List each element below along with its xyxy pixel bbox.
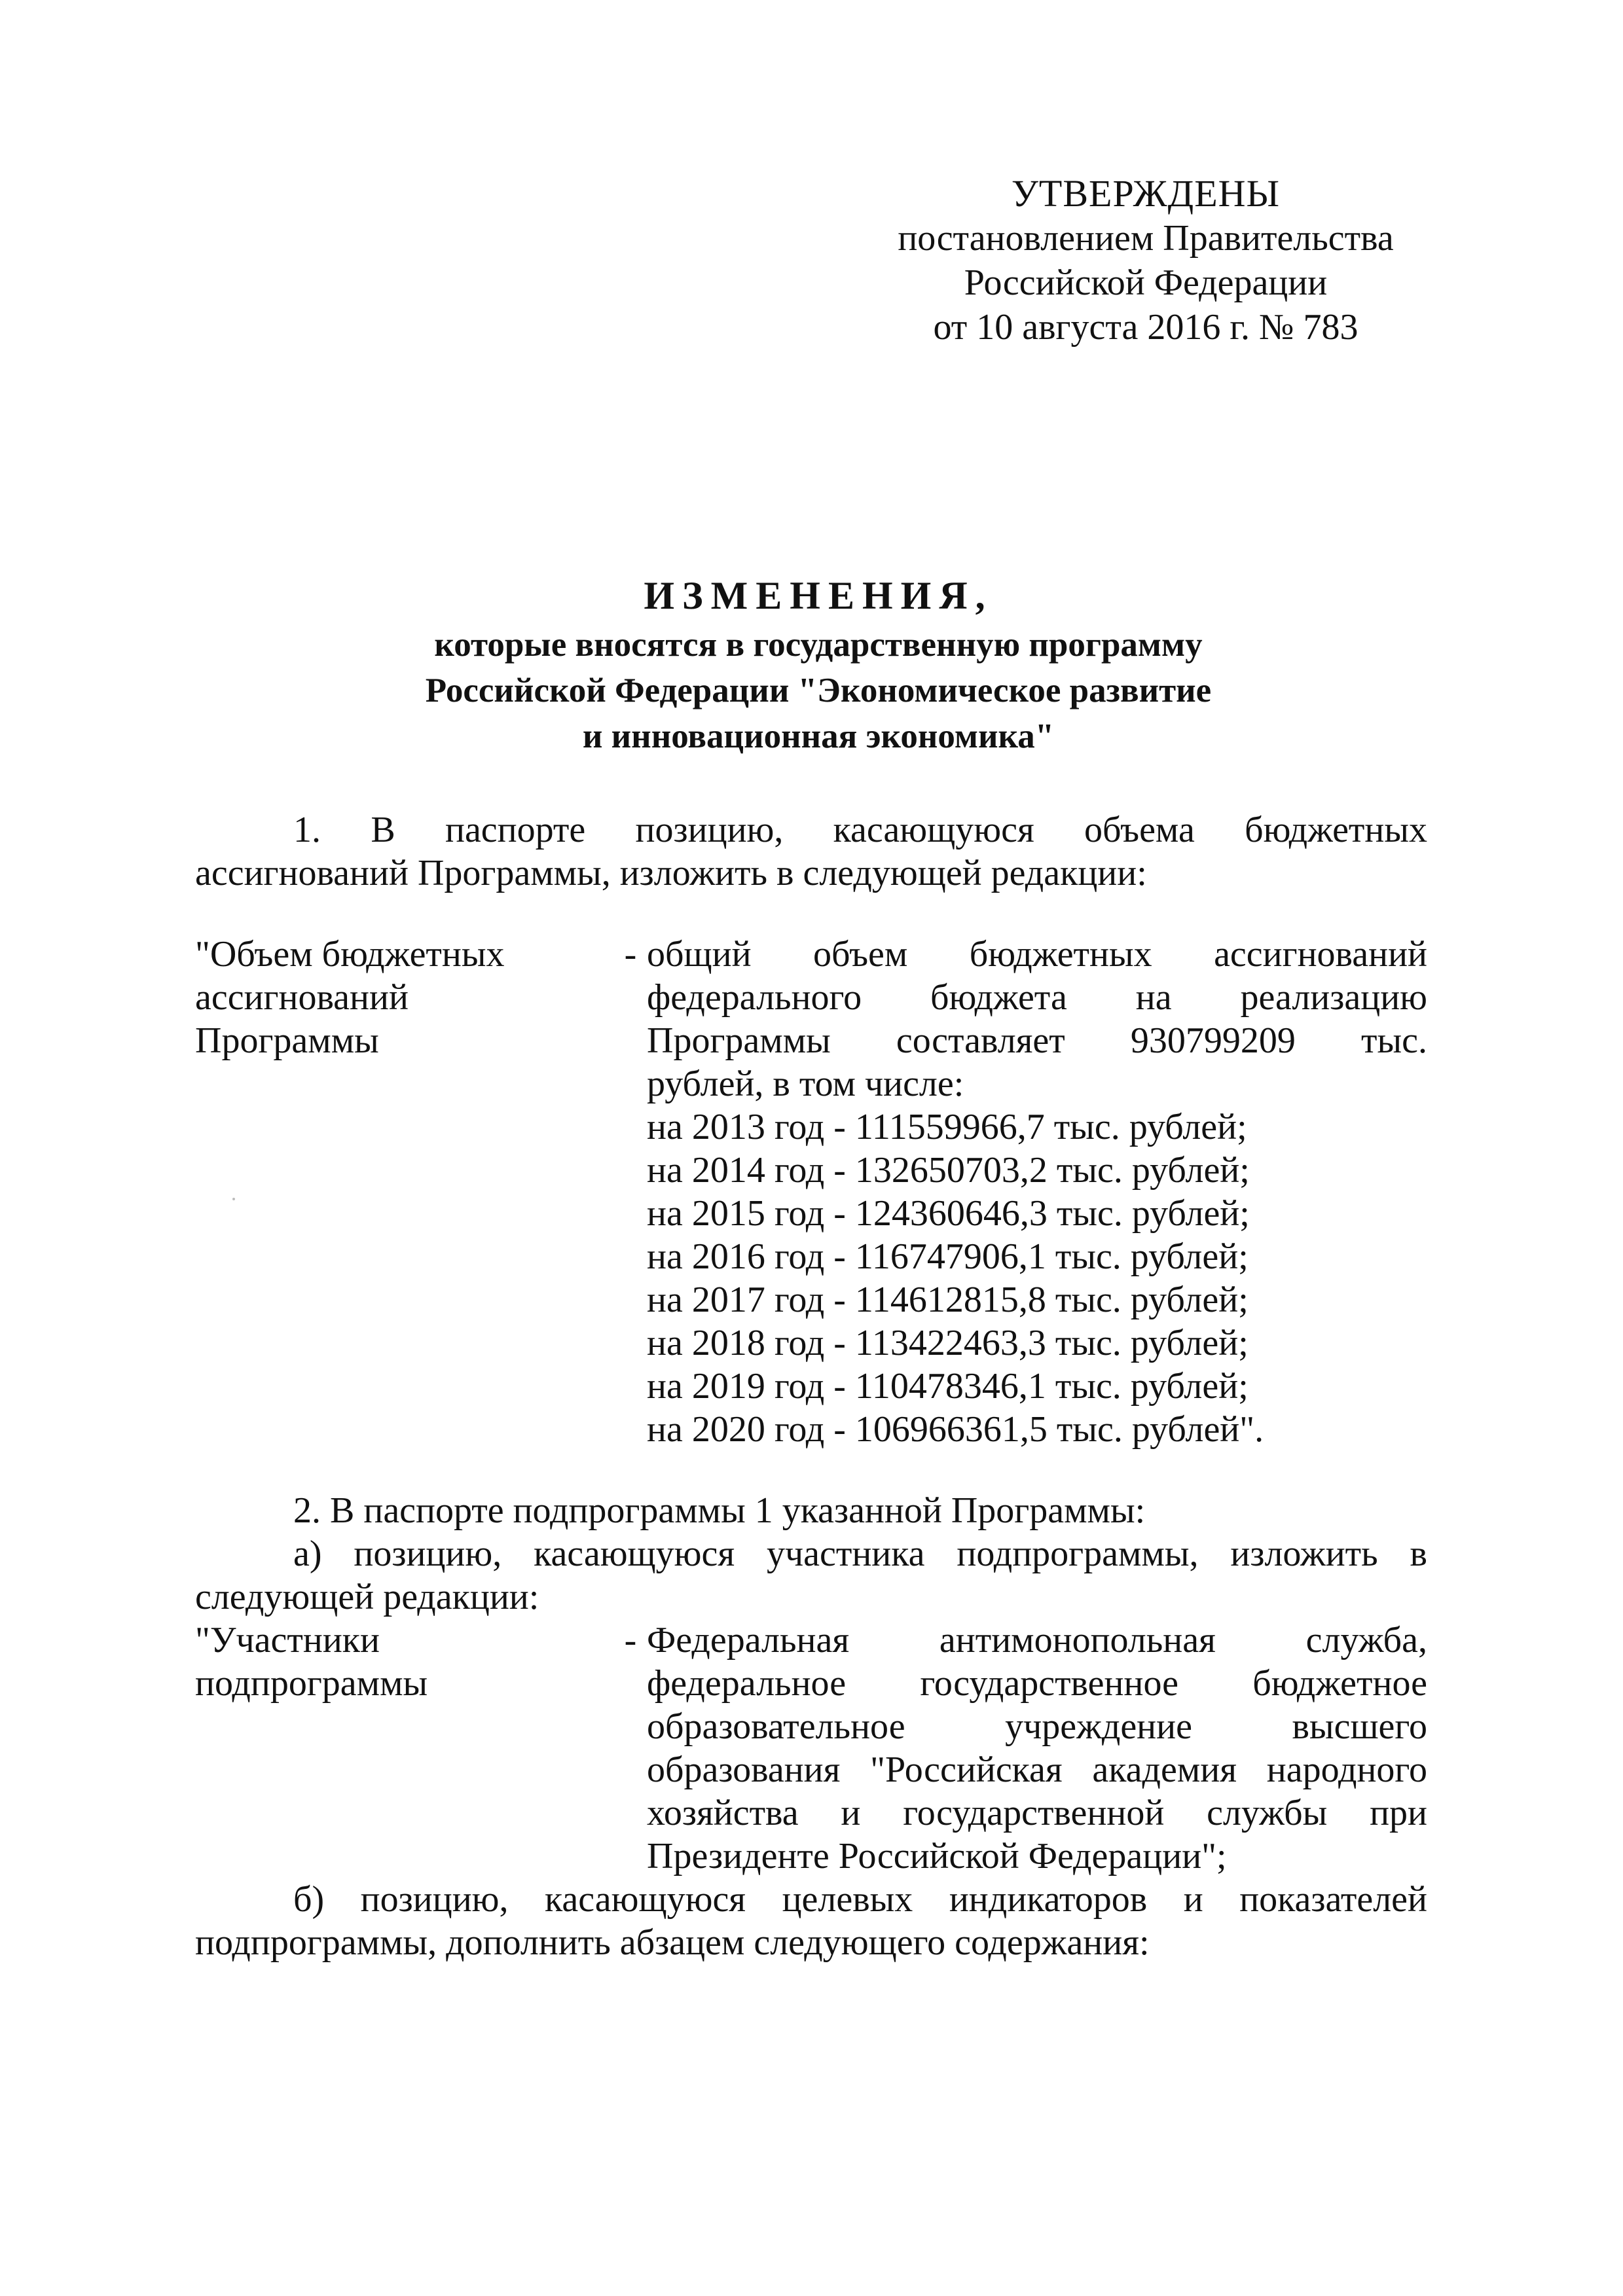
item-1-dash: - bbox=[624, 934, 637, 975]
item-2-a-line-1: а) позицию, касающуюся участника подпрограммы, изложить в bbox=[293, 1534, 1427, 1574]
item-1-value-line: общий объем бюджетных ассигнований bbox=[647, 934, 1427, 975]
item-1-value-line: на 2017 год - 114612815,8 тыс. рублей; bbox=[647, 1280, 1249, 1320]
item-1-value-line: на 2019 год - 110478346,1 тыс. рублей; bbox=[647, 1366, 1249, 1407]
approval-line-1: постановлением Правительства bbox=[898, 218, 1394, 259]
item-1-label-line: "Объем бюджетных bbox=[195, 934, 505, 975]
item-1-value-line: на 2013 год - 111559966,7 тыс. рублей; bbox=[647, 1107, 1247, 1147]
title-main: ИЗМЕНЕНИЯ, bbox=[644, 574, 993, 617]
item-2-block bbox=[195, 1489, 1427, 1964]
item-2-label-line: подпрограммы bbox=[195, 1663, 428, 1704]
approval-line-2: Российской Федерации bbox=[964, 262, 1328, 303]
item-1-label bbox=[195, 933, 614, 1062]
approval-stamp-block bbox=[851, 171, 1440, 350]
approval-heading: УТВЕРЖДЕНЫ bbox=[1011, 172, 1281, 215]
item-2-label bbox=[195, 1619, 614, 1705]
item-2-intro: 2. В паспорте подпрограммы 1 указанной Программы: bbox=[293, 1490, 1146, 1531]
item-1-intro-line-1: 1. В паспорте позицию, касающуюся объема бюджетных bbox=[293, 810, 1427, 850]
item-2-value bbox=[647, 1619, 1427, 1878]
item-1-value-line: на 2018 год - 113422463,3 тыс. рублей; bbox=[647, 1323, 1249, 1363]
item-2-a-line-2: следующей редакции: bbox=[195, 1577, 539, 1617]
item-1-value bbox=[647, 933, 1427, 1451]
item-2-b-line-1: б) позицию, касающуюся целевых индикаторов и показателей bbox=[293, 1879, 1427, 1920]
item-1-intro-line-2: ассигнований Программы, изложить в следующей редакции: bbox=[195, 853, 1147, 893]
item-2-value-line: Президенте Российской Федерации"; bbox=[647, 1836, 1227, 1876]
item-2-label-line: "Участники bbox=[195, 1620, 380, 1660]
item-1-value-line: на 2014 год - 132650703,2 тыс. рублей; bbox=[647, 1150, 1250, 1191]
item-2-value-line: Федеральная антимонопольная служба, bbox=[647, 1620, 1427, 1660]
item-2-value-line: образования "Российская академия народного bbox=[647, 1749, 1427, 1790]
item-1-value-line: на 2015 год - 124360646,3 тыс. рублей; bbox=[647, 1193, 1250, 1234]
item-1-value-line: на 2016 год - 116747906,1 тыс. рублей; bbox=[647, 1236, 1249, 1277]
item-1-passport-row bbox=[195, 933, 1427, 1451]
title-sub-3: и инновационная экономика" bbox=[582, 717, 1055, 755]
document-title bbox=[196, 569, 1440, 759]
item-1-value-line: федерального бюджета на реализацию bbox=[647, 977, 1427, 1018]
title-sub-2: Российской Федерации "Экономическое развитие bbox=[425, 672, 1212, 709]
item-2-value-line: образовательное учреждение высшего bbox=[647, 1706, 1427, 1747]
approval-line-3: от 10 августа 2016 г. № 783 bbox=[933, 307, 1359, 348]
item-1-label-line: Программы bbox=[195, 1020, 379, 1061]
item-2-dash: - bbox=[624, 1620, 637, 1660]
item-1-value-line: Программы составляет 930799209 тыс. bbox=[647, 1020, 1427, 1061]
item-2-value-line: хозяйства и государственной службы при bbox=[647, 1793, 1427, 1833]
item-2-b-line-2: подпрограммы, дополнить абзацем следующего содержания: bbox=[195, 1922, 1150, 1963]
item-1-intro bbox=[195, 808, 1427, 895]
item-1-value-line: на 2020 год - 106966361,5 тыс. рублей". bbox=[647, 1409, 1264, 1450]
scan-speck bbox=[232, 1198, 235, 1200]
title-sub-1: которые вносятся в государственную программу bbox=[434, 626, 1203, 664]
item-2-participants-row bbox=[195, 1619, 1427, 1878]
item-1-label-line: ассигнований bbox=[195, 977, 409, 1018]
item-2-value-line: федеральное государственное бюджетное bbox=[647, 1663, 1427, 1704]
item-1-value-line: рублей, в том числе: bbox=[647, 1064, 964, 1104]
